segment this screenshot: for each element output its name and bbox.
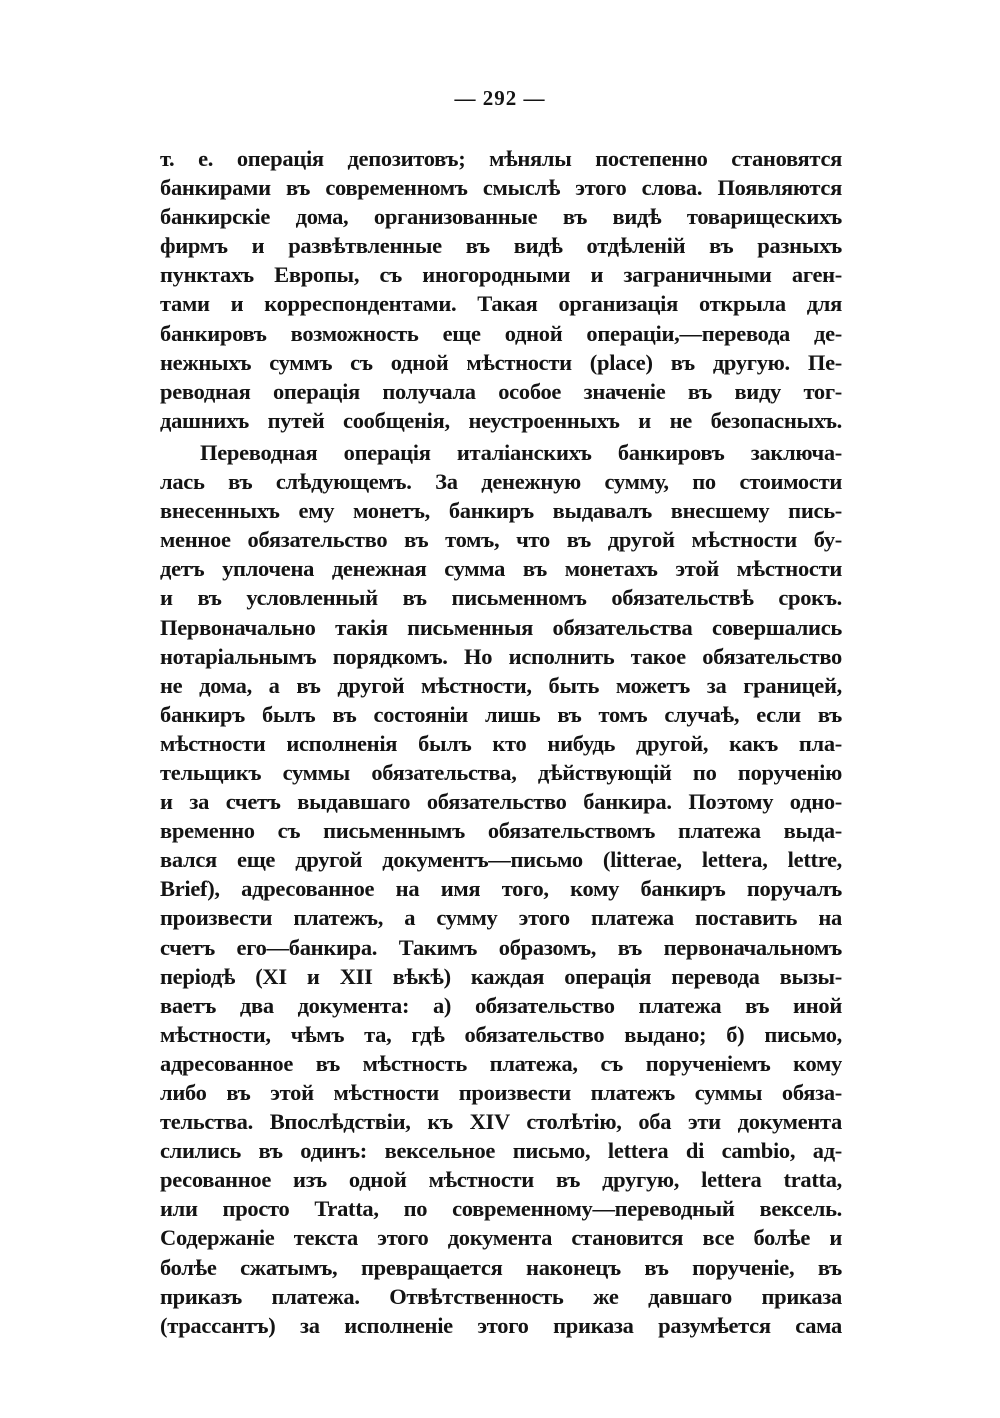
text-line: Содержаніе текста этого документа становится все болѣе и xyxy=(160,1225,842,1251)
text-line: банкировъ возможность еще одной операціи,—перевода де- xyxy=(160,320,842,346)
text-line: менное обязательство въ томъ, что въ другой мѣстности бу- xyxy=(160,527,842,553)
text-line: счетъ его—банкира. Такимъ образомъ, въ первоначальномъ xyxy=(160,934,842,960)
text-line: т. е. операція депозитовъ; мѣнялы постепенно становятся xyxy=(160,146,842,171)
text-line: мѣстности исполненія былъ кто нибудь другой, какъ пла- xyxy=(160,730,842,756)
text-line: нотаріальнымъ порядкомъ. Но исполнить такое обязательство xyxy=(160,643,842,669)
text-line: ваетъ два документа: а) обязательство платежа въ иной xyxy=(160,992,842,1018)
text-line: фирмъ и развѣтвленные въ видѣ отдѣленій въ разныхъ xyxy=(160,233,842,259)
text-line: болѣе сжатымъ, превращается наконецъ въ порученіе, въ xyxy=(160,1254,842,1280)
text-line: дашнихъ путей сообщенія, неустроенныхъ и не безопасныхъ. xyxy=(160,407,842,433)
paragraph-2 xyxy=(160,438,842,1340)
text-line: вался еще другой документъ—письмо (litterae, lettera, lettre, xyxy=(160,847,842,873)
text-line: не дома, а въ другой мѣстности, быть можетъ за границей, xyxy=(160,672,842,698)
text-line: періодѣ (XI и XII вѣкѣ) каждая операція перевода вызы- xyxy=(160,963,842,989)
page-number: — 292 — xyxy=(454,86,546,110)
text-line: и за счетъ выдавшаго обязательство банкира. Поэтому одно- xyxy=(160,789,842,815)
text-line: реводная операція получала особое значеніе въ виду тог- xyxy=(160,378,842,404)
text-line: и въ условленный въ письменномъ обязательствѣ срокъ. xyxy=(160,585,842,611)
text-line: внесенныхъ ему монетъ, банкиръ выдавалъ внесшему пись- xyxy=(160,498,842,524)
text-line: либо въ этой мѣстности произвести платежъ суммы обяза- xyxy=(160,1080,842,1105)
text-line: тами и корреспондентами. Такая организація открыла для xyxy=(160,291,842,317)
text-line: тельства. Впослѣдствіи, къ XIV столѣтію, оба эти документа xyxy=(160,1109,842,1135)
text-line: банкиръ былъ въ состояніи лишь въ томъ случаѣ, если въ xyxy=(160,701,842,727)
body-text xyxy=(160,144,842,1340)
text-line: лась въ слѣдующемъ. За денежную сумму, по стоимости xyxy=(160,469,842,495)
text-line: или просто Tratta, по современному—переводный вексель. xyxy=(160,1196,842,1222)
text-line: произвести платежъ, а сумму этого платежа поставить на xyxy=(160,905,842,931)
text-line: (трассантъ) за исполненіе этого приказа разумѣется сама xyxy=(160,1312,842,1338)
text-line: Переводная операція италіанскихъ банкировъ заключа- xyxy=(200,439,842,465)
text-line: тельщикъ суммы обязательства, дѣйствующій по порученію xyxy=(160,759,842,785)
text-line: слились въ одинъ: вексельное письмо, lettera di cambio, ад- xyxy=(160,1138,842,1164)
text-line: нежныхъ суммъ съ одной мѣстности (place) въ другую. Пе- xyxy=(160,349,842,375)
text-line: банкирами въ современномъ смыслѣ этого слова. Появляются xyxy=(160,175,842,201)
text-line: временно съ письменнымъ обязательствомъ платежа выда- xyxy=(160,818,842,844)
text-line: Brief), адресованное на имя того, кому банкиръ поручалъ xyxy=(160,876,842,902)
text-line: банкирскіе дома, организованные въ видѣ товарищескихъ xyxy=(160,204,842,230)
text-line: приказъ платежа. Отвѣтственность же давшаго приказа xyxy=(160,1283,842,1309)
text-line: пунктахъ Европы, съ иногородными и заграничными аген- xyxy=(160,262,842,288)
text-line: мѣстности, чѣмъ та, гдѣ обязательство выдано; б) письмо, xyxy=(160,1021,842,1047)
paragraph-1 xyxy=(160,144,842,435)
text-line: ресованное изъ одной мѣстности въ другую, lettera tratta, xyxy=(160,1167,842,1193)
text-line: Первоначально такія письменныя обязательства совершались xyxy=(160,614,842,640)
text-line: адресованное въ мѣстность платежа, съ порученіемъ кому xyxy=(160,1050,842,1076)
text-line: детъ уплочена денежная сумма въ монетахъ этой мѣстности xyxy=(160,556,842,582)
